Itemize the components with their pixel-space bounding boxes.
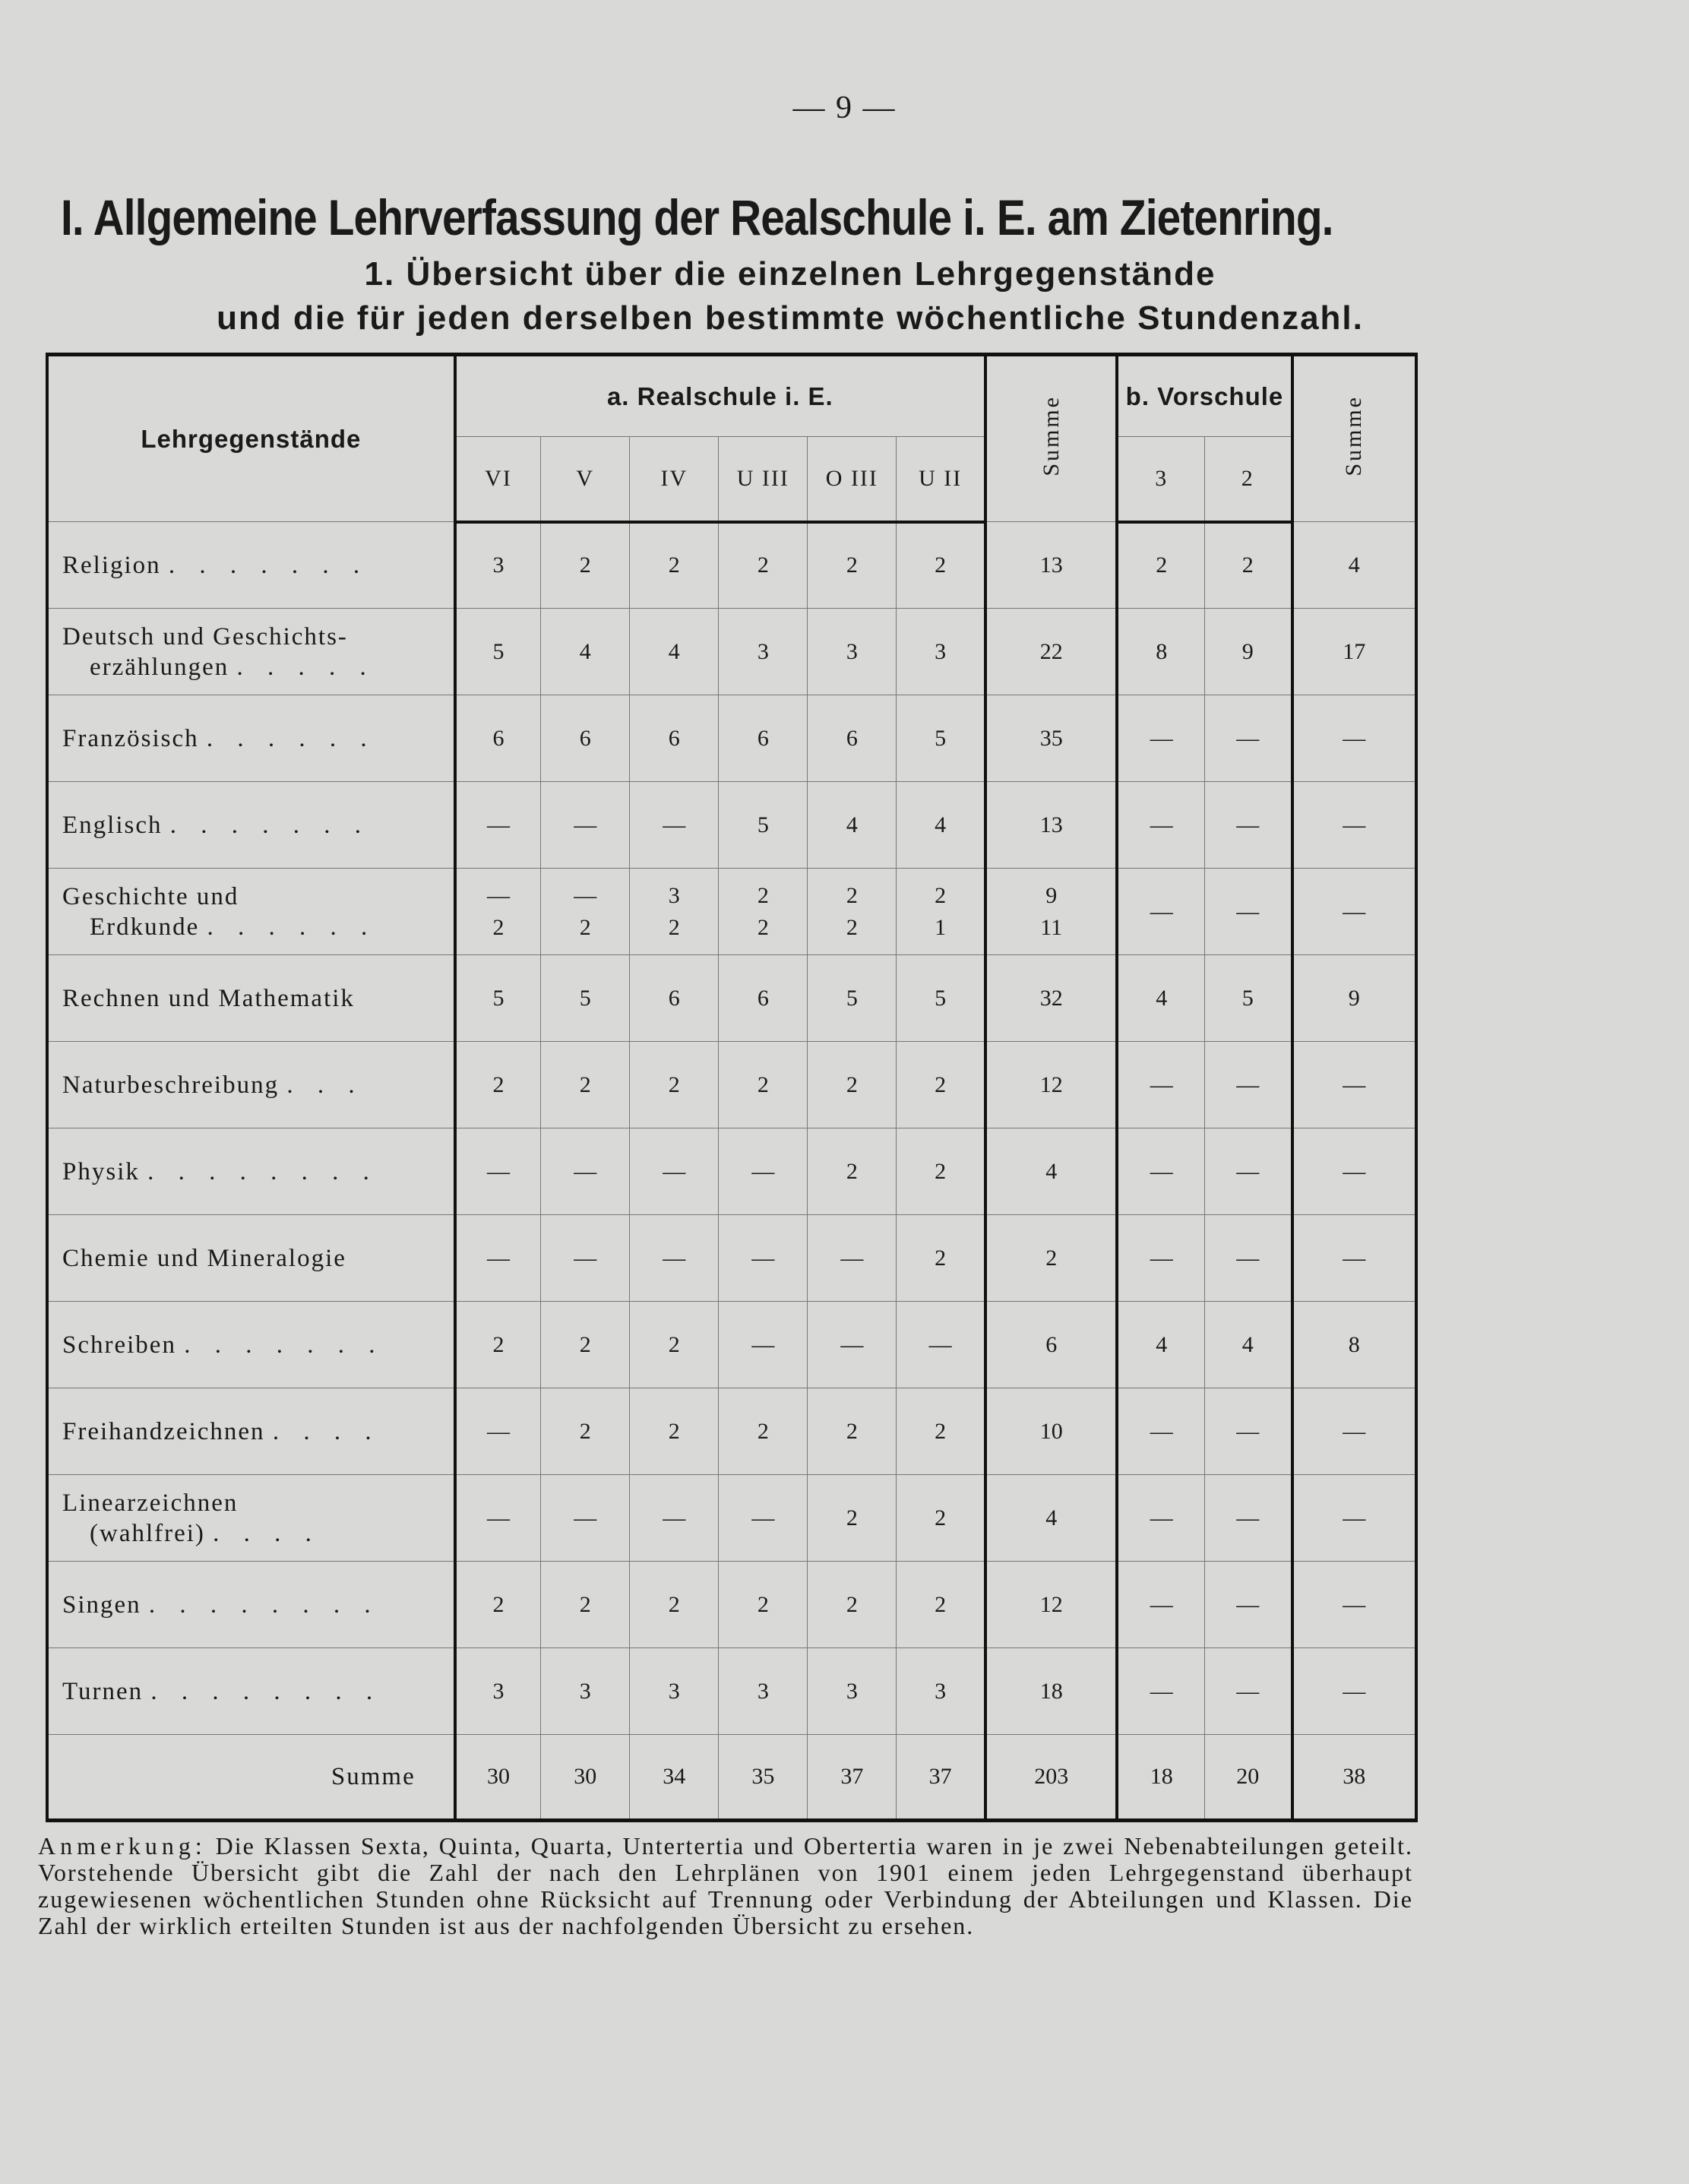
sum-a-cell: 4	[985, 1475, 1118, 1562]
hours-value-geography: 1	[935, 914, 947, 940]
subject-name: Rechnen und Mathematik	[62, 984, 355, 1012]
hours-cell: —	[1117, 1562, 1204, 1648]
hours-cell: —	[630, 1475, 719, 1562]
subject-cell	[47, 1562, 455, 1648]
subject-name: Naturbeschreibung	[62, 1071, 280, 1099]
subject-name-line2: (wahlfrei)	[90, 1519, 205, 1547]
hours-cell: —	[455, 1128, 541, 1215]
group-b-header: b. Vorschule	[1117, 355, 1292, 437]
sum-a-cell: 6	[985, 1302, 1118, 1388]
hours-cell: —	[1117, 1042, 1204, 1128]
leader-dots: . . .	[286, 1071, 364, 1099]
hours-cell: —	[1204, 782, 1292, 869]
total-sum-a-cell: 203	[985, 1735, 1118, 1821]
lesson-table-container	[46, 353, 1418, 1829]
table-row	[47, 1302, 1416, 1388]
sum-b-cell: —	[1292, 1215, 1417, 1302]
sum-b-cell: 8	[1292, 1302, 1417, 1388]
hours-value-history: 2	[757, 882, 769, 908]
table-row	[47, 522, 1416, 609]
hours-cell	[541, 869, 630, 955]
sum-a-value-history: 9	[1045, 882, 1058, 908]
class-column-header: VI	[455, 437, 541, 522]
hours-cell: —	[1117, 1648, 1204, 1735]
total-cell: 30	[455, 1735, 541, 1821]
hours-cell: 5	[1204, 955, 1292, 1042]
total-cell: 30	[541, 1735, 630, 1821]
hours-cell: —	[455, 782, 541, 869]
subject-cell	[47, 695, 455, 782]
leader-dots: . . . . . .	[207, 913, 377, 941]
class-column-header: 2	[1204, 437, 1292, 522]
hours-cell: 2	[541, 1302, 630, 1388]
table-row	[47, 869, 1416, 955]
hours-cell: 4	[630, 609, 719, 695]
hours-cell: 3	[808, 609, 897, 695]
hours-cell: 2	[897, 1215, 985, 1302]
table-body	[47, 522, 1416, 1821]
hours-value-history: 2	[846, 882, 858, 908]
sum-a-cell: 35	[985, 695, 1118, 782]
hours-cell: 3	[897, 1648, 985, 1735]
hours-cell: —	[630, 1128, 719, 1215]
leader-dots: . . . . . . .	[169, 811, 370, 839]
table-row	[47, 609, 1416, 695]
hours-cell: —	[1117, 1215, 1204, 1302]
hours-cell: 2	[808, 1475, 897, 1562]
hours-cell: 4	[541, 609, 630, 695]
hours-cell: 2	[897, 1128, 985, 1215]
subject-column-header: Lehrgegenstände	[47, 355, 455, 522]
hours-value-geography: 2	[846, 914, 858, 940]
sum-a-value-geography: 11	[1040, 914, 1063, 940]
total-cell: 18	[1117, 1735, 1204, 1821]
hours-cell: —	[1204, 1388, 1292, 1475]
hours-cell: —	[719, 1215, 808, 1302]
sum-b-cell: —	[1292, 1128, 1417, 1215]
hours-cell: 2	[630, 1302, 719, 1388]
total-cell: 35	[719, 1735, 808, 1821]
hours-cell: 6	[719, 695, 808, 782]
subject-name: Chemie und Mineralogie	[62, 1244, 346, 1272]
table-row	[47, 1388, 1416, 1475]
leader-dots: . . . . . . .	[168, 551, 369, 579]
hours-cell: —	[1117, 869, 1204, 955]
sum-b-cell: 9	[1292, 955, 1417, 1042]
hours-cell: 2	[630, 1042, 719, 1128]
hours-cell: 3	[630, 1648, 719, 1735]
hours-cell: —	[719, 1475, 808, 1562]
hours-cell: 6	[808, 695, 897, 782]
hours-cell: 2	[455, 1302, 541, 1388]
hours-cell	[897, 869, 985, 955]
total-cell: 37	[897, 1735, 985, 1821]
total-cell: 37	[808, 1735, 897, 1821]
hours-cell: —	[455, 1475, 541, 1562]
class-column-header: V	[541, 437, 630, 522]
hours-cell: —	[1117, 695, 1204, 782]
hours-cell: —	[1117, 782, 1204, 869]
hours-cell: 5	[719, 782, 808, 869]
hours-cell: —	[541, 1475, 630, 1562]
hours-cell: —	[1204, 695, 1292, 782]
leader-dots: . . . . .	[236, 653, 375, 681]
hours-cell: —	[1117, 1128, 1204, 1215]
hours-cell: 8	[1117, 609, 1204, 695]
sum-a-cell: 2	[985, 1215, 1118, 1302]
hours-cell: —	[719, 1302, 808, 1388]
hours-cell: 2	[455, 1562, 541, 1648]
hours-cell: 2	[1204, 522, 1292, 609]
sum-b-cell: —	[1292, 1562, 1417, 1648]
hours-cell: 6	[719, 955, 808, 1042]
total-label: Summe	[47, 1735, 455, 1821]
hours-cell: 2	[541, 1042, 630, 1128]
hours-cell: 9	[1204, 609, 1292, 695]
subject-name: Freihandzeichnen	[62, 1417, 265, 1445]
hours-cell: 2	[541, 1562, 630, 1648]
sum-a-cell: 10	[985, 1388, 1118, 1475]
footnote	[38, 1833, 1413, 1939]
hours-cell: 2	[630, 1562, 719, 1648]
sum-a-cell: 12	[985, 1562, 1118, 1648]
lesson-hours-table	[46, 353, 1418, 1822]
hours-cell: —	[719, 1128, 808, 1215]
subject-cell	[47, 782, 455, 869]
hours-cell: 3	[455, 1648, 541, 1735]
hours-cell: 2	[1117, 522, 1204, 609]
hours-cell: 6	[541, 695, 630, 782]
class-column-header: U II	[897, 437, 985, 522]
class-column-header: IV	[630, 437, 719, 522]
hours-cell: —	[541, 782, 630, 869]
subject-name: Schreiben	[62, 1331, 176, 1359]
hours-cell: 2	[808, 1562, 897, 1648]
hours-cell: 2	[541, 522, 630, 609]
sum-b-cell: —	[1292, 695, 1417, 782]
table-row	[47, 1128, 1416, 1215]
table-row	[47, 695, 1416, 782]
hours-cell: 2	[897, 1475, 985, 1562]
page-title: I. Allgemeine Lehrverfassung der Realschule i. E. am Zietenring.	[61, 189, 1333, 245]
hours-cell: —	[1204, 1128, 1292, 1215]
hours-cell: 2	[719, 522, 808, 609]
class-column-header: U III	[719, 437, 808, 522]
hours-cell	[630, 869, 719, 955]
hours-cell: 2	[719, 1042, 808, 1128]
hours-cell: 4	[897, 782, 985, 869]
subject-name-line2: erzählungen	[90, 653, 229, 681]
subject-name: Geschichte und	[62, 882, 239, 910]
hours-cell: 3	[455, 522, 541, 609]
hours-cell: —	[1117, 1475, 1204, 1562]
sum-a-cell: 4	[985, 1128, 1118, 1215]
hours-cell: 6	[630, 695, 719, 782]
hours-cell: —	[1204, 1042, 1292, 1128]
subject-name: Singen	[62, 1591, 141, 1619]
hours-value-geography: 2	[668, 914, 680, 940]
hours-cell: 2	[808, 1388, 897, 1475]
total-cell: 20	[1204, 1735, 1292, 1821]
sum-b-cell: —	[1292, 1388, 1417, 1475]
hours-cell: 2	[808, 522, 897, 609]
subject-cell	[47, 609, 455, 695]
hours-cell: 2	[808, 1128, 897, 1215]
hours-cell: 3	[897, 609, 985, 695]
sum-a-cell: 32	[985, 955, 1118, 1042]
sum-a-cell	[985, 869, 1118, 955]
hours-value-geography: 2	[757, 914, 769, 940]
hours-cell	[719, 869, 808, 955]
hours-cell: —	[808, 1215, 897, 1302]
table-row	[47, 1648, 1416, 1735]
hours-value-geography: 2	[492, 914, 504, 940]
subject-cell	[47, 869, 455, 955]
hours-value-history: 2	[935, 882, 947, 908]
subject-name: Turnen	[62, 1677, 144, 1705]
class-column-header: 3	[1117, 437, 1204, 522]
hours-cell: 2	[897, 522, 985, 609]
subject-cell	[47, 955, 455, 1042]
sum-b-cell: —	[1292, 1042, 1417, 1128]
leader-dots: . . . . . . . .	[147, 1157, 378, 1185]
sum-b-cell: —	[1292, 1648, 1417, 1735]
hours-cell: —	[1204, 1475, 1292, 1562]
hours-cell: 3	[719, 1648, 808, 1735]
subject-cell	[47, 1302, 455, 1388]
hours-cell: 4	[1117, 955, 1204, 1042]
hours-cell: 2	[630, 1388, 719, 1475]
table-row	[47, 955, 1416, 1042]
subject-cell	[47, 1648, 455, 1735]
sum-b-column-header	[1292, 355, 1417, 522]
hours-cell: —	[808, 1302, 897, 1388]
subject-cell	[47, 1215, 455, 1302]
sum-b-cell: —	[1292, 869, 1417, 955]
leader-dots: . . . .	[213, 1519, 321, 1547]
sum-a-cell: 13	[985, 522, 1118, 609]
hours-cell: —	[630, 782, 719, 869]
subject-name: Linearzeichnen	[62, 1489, 239, 1517]
hours-cell: —	[455, 1388, 541, 1475]
sum-b-cell: 4	[1292, 522, 1417, 609]
subject-cell	[47, 1042, 455, 1128]
sum-a-cell: 18	[985, 1648, 1118, 1735]
footnote-text: Die Klassen Sexta, Quinta, Quarta, Untertertia und Obertertia waren in je zwei Nebenabteilungen geteilt. Vorstehende Übersicht gibt die Zahl der nach den Lehrplänen von 1901 einem jeden Lehrgegenstand überhaupt zugewiesenen wöchentlichen Stunden ohne Rücksicht auf Trennung oder Verbindung der Abteilungen und Klassen. Die Zahl der wirklich erteilten Stunden ist aus der nachfolgenden Übersicht zu ersehen.	[38, 1832, 1414, 1939]
total-cell: 34	[630, 1735, 719, 1821]
hours-cell: 2	[897, 1562, 985, 1648]
sum-b-cell: 17	[1292, 609, 1417, 695]
hours-value-history: —	[487, 882, 510, 908]
group-a-header: a. Realschule i. E.	[455, 355, 985, 437]
table-row	[47, 1215, 1416, 1302]
subject-name: Englisch	[62, 811, 163, 839]
hours-cell: 5	[541, 955, 630, 1042]
sum-a-cell: 22	[985, 609, 1118, 695]
table-row	[47, 1475, 1416, 1562]
table-row	[47, 1042, 1416, 1128]
hours-cell	[808, 869, 897, 955]
hours-cell: 3	[808, 1648, 897, 1735]
hours-cell: —	[1204, 1562, 1292, 1648]
hours-cell: —	[1117, 1388, 1204, 1475]
leader-dots: . . . . . .	[206, 724, 376, 752]
hours-cell: 2	[719, 1562, 808, 1648]
hours-cell: —	[541, 1128, 630, 1215]
total-sum-b-cell: 38	[1292, 1735, 1417, 1821]
hours-cell: 5	[455, 609, 541, 695]
hours-cell: —	[1204, 869, 1292, 955]
leader-dots: . . . . . . . .	[150, 1677, 382, 1705]
leader-dots: . . . . . . .	[184, 1331, 384, 1359]
class-column-header: O III	[808, 437, 897, 522]
subject-name: Physik	[62, 1157, 140, 1185]
hours-cell: —	[897, 1302, 985, 1388]
table-row	[47, 782, 1416, 869]
subject-name: Französisch	[62, 724, 199, 752]
hours-cell	[455, 869, 541, 955]
hours-cell: 5	[455, 955, 541, 1042]
hours-cell: 4	[808, 782, 897, 869]
hours-cell: —	[630, 1215, 719, 1302]
leader-dots: . . . .	[272, 1417, 381, 1445]
hours-value-geography: 2	[579, 914, 591, 940]
sum-b-cell: —	[1292, 782, 1417, 869]
hours-cell: —	[541, 1215, 630, 1302]
hours-cell: 2	[808, 1042, 897, 1128]
footnote-label: Anmerkung:	[38, 1832, 207, 1860]
hours-cell: 2	[541, 1388, 630, 1475]
total-row	[47, 1735, 1416, 1821]
hours-cell: 4	[1204, 1302, 1292, 1388]
subject-name-line2: Erdkunde	[90, 913, 200, 941]
hours-cell: —	[455, 1215, 541, 1302]
hours-cell: 4	[1117, 1302, 1204, 1388]
subject-cell	[47, 1128, 455, 1215]
hours-cell: 3	[719, 609, 808, 695]
hours-cell: 2	[897, 1042, 985, 1128]
sum-a-label: Summe	[1038, 395, 1064, 476]
hours-cell: 2	[897, 1388, 985, 1475]
hours-cell: 2	[630, 522, 719, 609]
subject-cell	[47, 1475, 455, 1562]
hours-cell: —	[1204, 1648, 1292, 1735]
hours-cell: 2	[719, 1388, 808, 1475]
sum-a-cell: 13	[985, 782, 1118, 869]
sum-b-cell: —	[1292, 1475, 1417, 1562]
hours-cell: 2	[455, 1042, 541, 1128]
leader-dots: . . . . . . . .	[148, 1591, 380, 1619]
hours-cell: 5	[808, 955, 897, 1042]
sum-a-column-header	[985, 355, 1118, 522]
hours-cell: 5	[897, 695, 985, 782]
table-row	[47, 1562, 1416, 1648]
page-number: — 9 —	[792, 90, 897, 125]
hours-cell: —	[1204, 1215, 1292, 1302]
subject-cell	[47, 522, 455, 609]
hours-cell: 3	[541, 1648, 630, 1735]
subtitle-line-1: 1. Übersicht über die einzelnen Lehrgegenstände	[364, 255, 1216, 293]
sum-a-cell: 12	[985, 1042, 1118, 1128]
subject-name: Religion	[62, 551, 161, 579]
subject-name: Deutsch und Geschichts-	[62, 622, 348, 650]
hours-value-history: 3	[668, 882, 680, 908]
hours-value-history: —	[574, 882, 597, 908]
subtitle-line-2: und die für jeden derselben bestimmte wöchentliche Stundenzahl.	[217, 299, 1364, 337]
hours-cell: 5	[897, 955, 985, 1042]
subject-cell	[47, 1388, 455, 1475]
hours-cell: 6	[455, 695, 541, 782]
sum-b-label: Summe	[1341, 395, 1367, 476]
hours-cell: 6	[630, 955, 719, 1042]
